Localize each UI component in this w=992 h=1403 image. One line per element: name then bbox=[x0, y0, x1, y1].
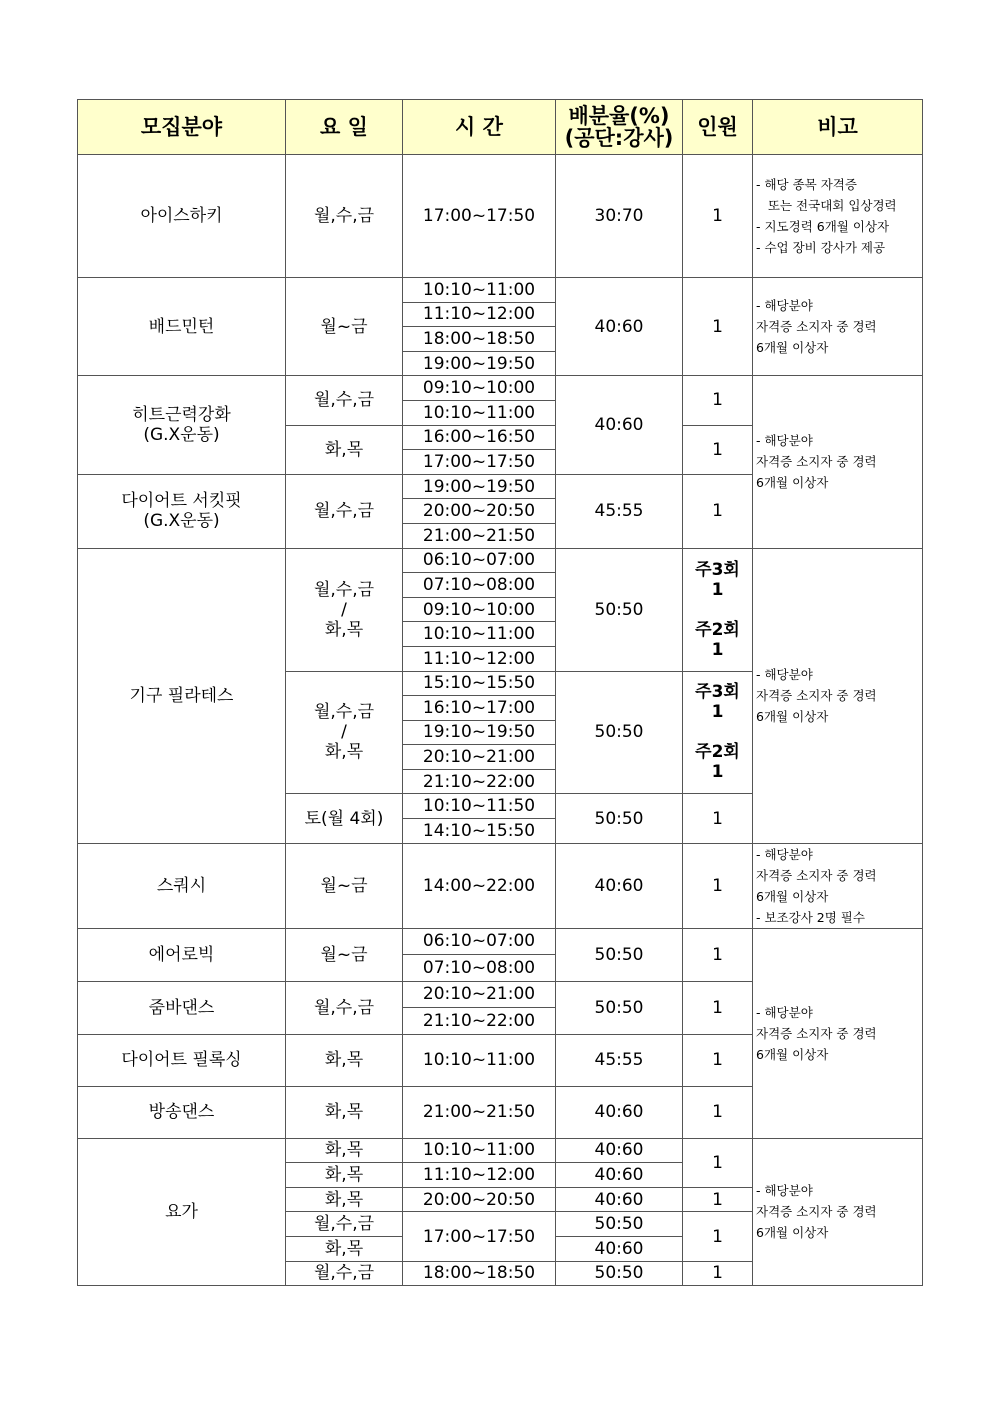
header-time: 시 간 bbox=[403, 100, 556, 155]
days-cell bbox=[286, 548, 403, 671]
ratio-cell: 40:60 bbox=[556, 1187, 683, 1212]
persons-line: 1 bbox=[711, 639, 724, 660]
ratio-cell: 50:50 bbox=[556, 1212, 683, 1237]
ratio-cell: 40:60 bbox=[556, 1237, 683, 1262]
note-line: - 해당 종목 자격증 bbox=[756, 177, 857, 192]
ratio-cell: 40:60 bbox=[556, 376, 683, 474]
time-cell: 16:10~17:00 bbox=[403, 696, 556, 721]
days-cell: 화,목 bbox=[286, 1187, 403, 1212]
ratio-cell: 40:60 bbox=[556, 278, 683, 376]
days-cell: 월,수,금 bbox=[286, 474, 403, 548]
note-line: 자격증 소지자 중 경력 bbox=[756, 319, 877, 335]
persons-cell: 1 bbox=[683, 981, 753, 1034]
time-cell: 10:10~11:00 bbox=[403, 1138, 556, 1163]
table-row bbox=[78, 1138, 923, 1163]
time-cell: 20:10~21:00 bbox=[403, 981, 556, 1008]
time-cell: 11:10~12:00 bbox=[403, 1163, 556, 1188]
time-cell: 21:10~22:00 bbox=[403, 769, 556, 794]
notes-cell bbox=[753, 278, 923, 376]
note-line: 자격증 소지자 중 경력 bbox=[756, 454, 877, 470]
time-cell: 10:10~11:00 bbox=[403, 622, 556, 647]
days-cell: 화,목 bbox=[286, 1034, 403, 1086]
time-cell: 20:00~20:50 bbox=[403, 499, 556, 524]
note-line: 6개월 이상자 bbox=[756, 340, 829, 356]
time-cell: 11:10~12:00 bbox=[403, 302, 556, 327]
persons-cell: 1 bbox=[683, 1138, 753, 1187]
field-line: 히트근력강화 bbox=[132, 405, 231, 426]
persons-cell: 1 bbox=[683, 928, 753, 981]
ratio-cell: 50:50 bbox=[556, 1261, 683, 1286]
ratio-cell: 40:60 bbox=[556, 843, 683, 928]
note-line: - 해당분야 bbox=[756, 433, 813, 449]
time-cell: 11:10~12:00 bbox=[403, 646, 556, 671]
field-icehockey: 아이스하키 bbox=[78, 155, 286, 278]
note-line: 자격증 소지자 중 경력 bbox=[756, 1025, 877, 1041]
persons-cell: 1 bbox=[683, 1034, 753, 1086]
note-line: - 수업 장비 강사가 제공 bbox=[756, 240, 886, 255]
time-cell: 14:00~22:00 bbox=[403, 843, 556, 928]
time-cell: 09:10~10:00 bbox=[403, 597, 556, 622]
note-line: - 해당분야 bbox=[756, 846, 813, 862]
persons-cell: 1 bbox=[683, 1086, 753, 1138]
header-persons: 인원 bbox=[683, 100, 753, 155]
time-cell: 06:10~07:00 bbox=[403, 928, 556, 955]
days-cell: 월,수,금 bbox=[286, 1212, 403, 1237]
notes-cell bbox=[753, 928, 923, 1138]
persons-cell bbox=[683, 548, 753, 671]
notes-cell bbox=[753, 1138, 923, 1286]
note-line: - 해당분야 bbox=[756, 298, 813, 314]
note-line: 6개월 이상자 bbox=[756, 1046, 829, 1062]
notes-cell bbox=[753, 548, 923, 843]
note-line: - 해당분야 bbox=[756, 1183, 813, 1199]
time-cell: 20:10~21:00 bbox=[403, 745, 556, 770]
field-line: (G.X운동) bbox=[143, 425, 220, 446]
note-line: 자격증 소지자 중 경력 bbox=[756, 1204, 877, 1220]
ratio-cell: 45:55 bbox=[556, 474, 683, 548]
persons-cell: 1 bbox=[683, 1212, 753, 1261]
field-boxing: 다이어트 필록싱 bbox=[78, 1034, 286, 1086]
time-cell: 10:10~11:00 bbox=[403, 400, 556, 425]
time-cell: 19:00~19:50 bbox=[403, 351, 556, 376]
persons-line: 주3회 bbox=[695, 682, 740, 703]
days-line: / bbox=[341, 599, 347, 620]
table-row bbox=[78, 155, 923, 278]
table-row bbox=[78, 928, 923, 955]
field-squash: 스쿼시 bbox=[78, 843, 286, 928]
table-row bbox=[78, 843, 923, 928]
days-cell: 화,목 bbox=[286, 1086, 403, 1138]
ratio-cell: 40:60 bbox=[556, 1163, 683, 1188]
time-cell: 10:10~11:50 bbox=[403, 794, 556, 819]
field-zumba: 줌바댄스 bbox=[78, 981, 286, 1034]
time-cell: 16:00~16:50 bbox=[403, 425, 556, 450]
field-kpop: 방송댄스 bbox=[78, 1086, 286, 1138]
note-line: 6개월 이상자 bbox=[756, 1225, 829, 1241]
time-cell: 17:00~17:50 bbox=[403, 155, 556, 278]
time-cell: 17:00~17:50 bbox=[403, 1212, 556, 1261]
days-cell: 월,수,금 bbox=[286, 376, 403, 425]
time-cell: 15:10~15:50 bbox=[403, 671, 556, 696]
table-row bbox=[78, 548, 923, 573]
header-ratio-line2: (공단:강사) bbox=[564, 126, 674, 150]
field-heat bbox=[78, 376, 286, 474]
persons-cell: 1 bbox=[683, 794, 753, 843]
time-cell: 19:00~19:50 bbox=[403, 474, 556, 499]
note-line: - 지도경력 6개월 이상자 bbox=[756, 219, 890, 234]
persons-line: 1 bbox=[711, 702, 724, 723]
persons-cell: 1 bbox=[683, 1187, 753, 1212]
time-cell: 21:10~22:00 bbox=[403, 1008, 556, 1035]
note-line: 6개월 이상자 bbox=[756, 475, 829, 491]
days-line: 월,수,금 bbox=[313, 702, 375, 723]
ratio-cell: 50:50 bbox=[556, 928, 683, 981]
ratio-cell: 40:60 bbox=[556, 1086, 683, 1138]
time-cell: 14:10~15:50 bbox=[403, 819, 556, 844]
header-ratio-line1: 배분율(%) bbox=[568, 104, 670, 128]
persons-cell: 1 bbox=[683, 1261, 753, 1286]
ratio-cell: 50:50 bbox=[556, 981, 683, 1034]
note-line: 6개월 이상자 bbox=[756, 709, 829, 725]
notes-cell bbox=[753, 376, 923, 548]
persons-line: 1 bbox=[711, 579, 724, 600]
days-cell: 월,수,금 bbox=[286, 155, 403, 278]
persons-cell: 1 bbox=[683, 474, 753, 548]
days-cell: 화,목 bbox=[286, 1138, 403, 1163]
persons-cell: 1 bbox=[683, 278, 753, 376]
note-line: 또는 전국대회 입상경력 bbox=[756, 198, 897, 213]
days-cell: 월~금 bbox=[286, 843, 403, 928]
header-row bbox=[78, 100, 923, 155]
ratio-cell: 50:50 bbox=[556, 794, 683, 843]
persons-cell: 1 bbox=[683, 376, 753, 425]
days-cell: 화,목 bbox=[286, 425, 403, 474]
persons-line: 주2회 bbox=[695, 619, 740, 640]
header-notes: 비고 bbox=[753, 100, 923, 155]
time-cell: 07:10~08:00 bbox=[403, 955, 556, 982]
field-yoga: 요가 bbox=[78, 1138, 286, 1286]
days-line: 월,수,금 bbox=[313, 579, 375, 600]
time-cell: 10:10~11:00 bbox=[403, 278, 556, 303]
ratio-cell: 50:50 bbox=[556, 671, 683, 794]
persons-line: 주2회 bbox=[695, 742, 740, 763]
note-line: - 해당분야 bbox=[756, 1004, 813, 1020]
days-line: 화,목 bbox=[324, 619, 364, 640]
days-cell: 화,목 bbox=[286, 1163, 403, 1188]
time-cell: 20:00~20:50 bbox=[403, 1187, 556, 1212]
days-cell: 토(월 4회) bbox=[286, 794, 403, 843]
field-line: (G.X운동) bbox=[143, 511, 220, 532]
days-cell: 월~금 bbox=[286, 278, 403, 376]
header-days: 요 일 bbox=[286, 100, 403, 155]
field-pilates: 기구 필라테스 bbox=[78, 548, 286, 843]
days-line: 화,목 bbox=[324, 742, 364, 763]
note-line: - 해당분야 bbox=[756, 667, 813, 683]
ratio-cell: 30:70 bbox=[556, 155, 683, 278]
persons-line: 1 bbox=[711, 762, 724, 783]
days-cell: 월,수,금 bbox=[286, 981, 403, 1034]
time-cell: 06:10~07:00 bbox=[403, 548, 556, 573]
notes-cell bbox=[753, 155, 923, 278]
persons-cell: 1 bbox=[683, 155, 753, 278]
ratio-cell: 40:60 bbox=[556, 1138, 683, 1163]
days-cell bbox=[286, 671, 403, 794]
header-ratio bbox=[556, 100, 683, 155]
persons-cell: 1 bbox=[683, 843, 753, 928]
persons-line: 주3회 bbox=[695, 559, 740, 580]
time-cell: 09:10~10:00 bbox=[403, 376, 556, 401]
ratio-cell: 45:55 bbox=[556, 1034, 683, 1086]
recruitment-table bbox=[77, 99, 923, 1286]
days-line: / bbox=[341, 722, 347, 743]
header-field: 모집분야 bbox=[78, 100, 286, 155]
field-aerobic: 에어로빅 bbox=[78, 928, 286, 981]
note-line: 6개월 이상자 bbox=[756, 888, 829, 904]
table-row bbox=[78, 376, 923, 401]
field-circuit bbox=[78, 474, 286, 548]
note-line: 자격증 소지자 중 경력 bbox=[756, 688, 877, 704]
time-cell: 19:10~19:50 bbox=[403, 720, 556, 745]
notes-cell bbox=[753, 843, 923, 928]
persons-cell bbox=[683, 671, 753, 794]
time-cell: 21:00~21:50 bbox=[403, 523, 556, 548]
time-cell: 18:00~18:50 bbox=[403, 327, 556, 352]
time-cell: 17:00~17:50 bbox=[403, 450, 556, 475]
table-row bbox=[78, 278, 923, 303]
field-badminton: 배드민턴 bbox=[78, 278, 286, 376]
ratio-cell: 50:50 bbox=[556, 548, 683, 671]
note-line: 자격증 소지자 중 경력 bbox=[756, 867, 877, 883]
time-cell: 10:10~11:00 bbox=[403, 1034, 556, 1086]
days-cell: 월~금 bbox=[286, 928, 403, 981]
field-line: 다이어트 서킷핏 bbox=[121, 491, 242, 512]
time-cell: 18:00~18:50 bbox=[403, 1261, 556, 1286]
time-cell: 21:00~21:50 bbox=[403, 1086, 556, 1138]
days-cell: 월,수,금 bbox=[286, 1261, 403, 1286]
note-line: - 보조강사 2명 필수 bbox=[756, 909, 865, 925]
time-cell: 07:10~08:00 bbox=[403, 573, 556, 598]
persons-cell: 1 bbox=[683, 425, 753, 474]
days-cell: 화,목 bbox=[286, 1237, 403, 1262]
